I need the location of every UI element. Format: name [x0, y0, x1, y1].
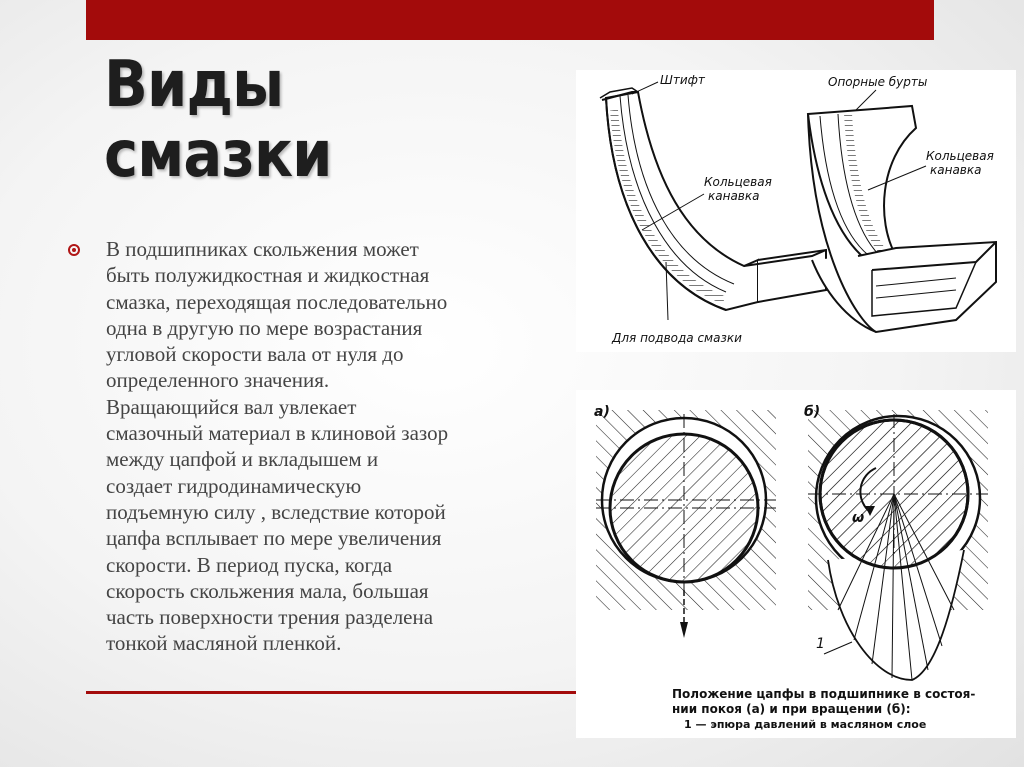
- label-pin: Штифт: [660, 73, 705, 87]
- label-groove-right-2: канавка: [930, 163, 982, 177]
- bearing-shells-drawing: [576, 70, 1016, 352]
- slide-title: [104, 50, 332, 190]
- top-accent-bar: [86, 0, 934, 40]
- label-lubricant-supply: Для подвода смазки: [612, 331, 742, 345]
- title-line-1: Виды: [104, 48, 284, 122]
- journal-position-figure: [576, 390, 1016, 738]
- diagram-b-rotation: [808, 410, 988, 680]
- label-b: б): [804, 404, 821, 420]
- label-groove-right-1: Кольцевая: [926, 149, 994, 163]
- diagram-a-rest: [596, 410, 776, 638]
- label-groove-left-2: канавка: [708, 189, 760, 203]
- label-support-flanges: Опорные бурты: [828, 75, 928, 89]
- bullet-icon: [68, 244, 80, 256]
- bottom-accent-line: [86, 691, 576, 694]
- bearing-shells-figure: [576, 70, 1016, 352]
- caption-line-1: Положение цапфы в подшипнике в состоя-: [672, 687, 976, 701]
- caption-line-3: 1 — эпюра давлений в масляном слое: [684, 718, 927, 731]
- label-one: 1: [816, 636, 825, 652]
- label-omega: ω: [852, 510, 865, 526]
- caption-line-2: нии покоя (а) и при вращении (б):: [672, 702, 911, 716]
- journal-position-drawing: [576, 390, 1016, 738]
- label-groove-left-1: Кольцевая: [704, 175, 772, 189]
- body-paragraph: В подшипниках скольжения может быть полужидкостная и жидкостная смазка, переходящая последовательно одна в другую по мере возрастания угловой скорости вала от нуля до определенного значения. Вращающийся вал увлекает смазочный материал в клиновой зазор между цапфой и вкладышем и создает гидродинамическую подъемную силу , вследствие которой цапфа всплывает по мере увеличения скорости. В период пуска, когда скорость скольжения мала, большая часть поверхности трения разделена тонкой масляной пленкой.: [106, 237, 449, 656]
- right-bearing-shell: [808, 106, 996, 332]
- label-a: а): [594, 404, 610, 420]
- title-line-2: смазки: [104, 118, 332, 192]
